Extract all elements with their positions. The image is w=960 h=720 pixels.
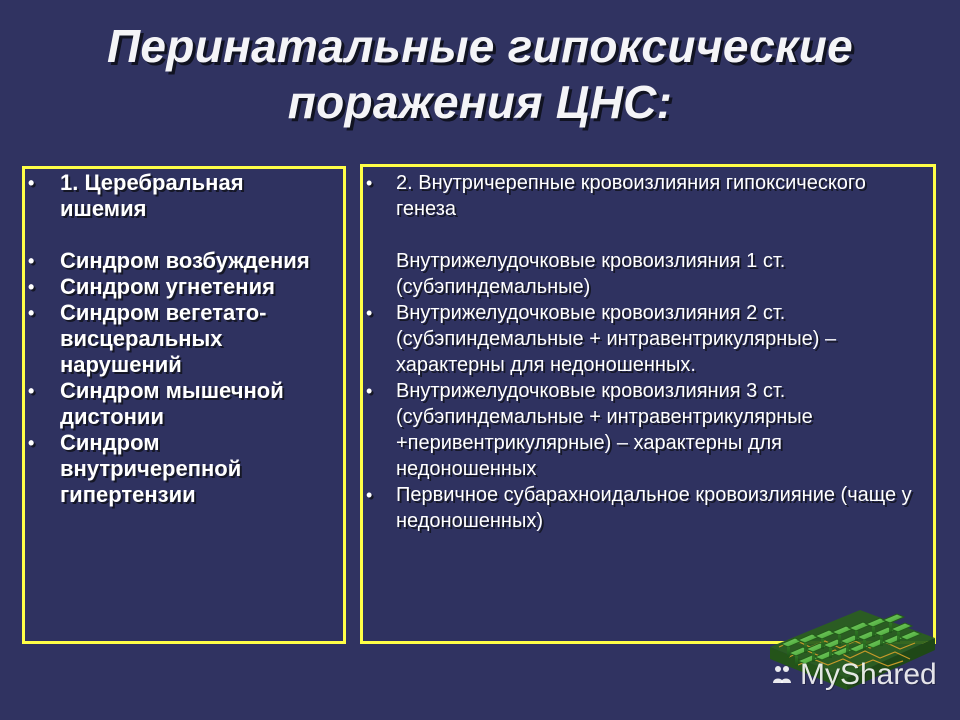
left-list-item (28, 170, 328, 222)
right-bullet-list (366, 170, 926, 534)
slide-title-line-1: Перинатальные гипоксические (106, 20, 854, 72)
left-list-item (28, 248, 328, 274)
bullet-icon: • (28, 251, 35, 271)
bullet-icon: • (28, 303, 35, 323)
bullet-icon: • (28, 277, 35, 297)
right-list-item-text: Внутрижелудочковые кровоизлияния 2 ст. (субэпиндемальные + интравентрикулярные) – характерны для недоношенных. (396, 302, 837, 376)
left-bullet-list (28, 170, 328, 508)
bullet-icon: • (366, 381, 373, 401)
right-list-item (366, 170, 926, 222)
right-list-item (366, 248, 926, 300)
left-list-item-text: Синдром мышечной дистонии (60, 378, 284, 429)
right-list-item-text: Внутрижелудочковые кровоизлияния 1 ст. (субэпиндемальные) (396, 250, 786, 298)
bullet-icon: • (28, 173, 35, 193)
bullet-icon: • (28, 381, 35, 401)
left-list-item (28, 300, 328, 378)
bullet-icon: • (28, 433, 35, 453)
list-spacer (366, 222, 926, 248)
left-list-item (28, 378, 328, 430)
list-spacer (28, 222, 328, 248)
left-list-item-text: Синдром вегетато-висцеральных нарушений (60, 300, 267, 377)
bullet-icon: • (366, 173, 373, 193)
left-list-item-text: Синдром угнетения (60, 274, 275, 299)
right-list-item-text: Внутрижелудочковые кровоизлияния 3 ст. (субэпиндемальные + интравентрикулярные +перивентрикулярные) – характерны для недоношенных (396, 380, 813, 480)
left-list-item-text: Синдром внутричерепной гипертензии (60, 430, 242, 507)
left-list-item (28, 430, 328, 508)
right-list-item (366, 300, 926, 378)
right-list-item (366, 482, 926, 534)
bullet-icon: • (366, 485, 373, 505)
right-list-item-text: Первичное субарахноидальное кровоизлияние (чаще у недоношенных) (396, 484, 912, 532)
slide-title (40, 18, 920, 130)
left-list-item-text: 1. Церебральная ишемия (60, 170, 244, 221)
bullet-icon: • (366, 303, 373, 323)
watermark-text: MyShared (800, 658, 937, 691)
slide-title-line-2: поражения ЦНС: (287, 76, 673, 128)
left-list-item (28, 274, 328, 300)
right-list-item-text: 2. Внутричерепные кровоизлияния гипоксического генеза (396, 172, 866, 220)
people-icon (770, 663, 794, 687)
right-list-item (366, 378, 926, 482)
left-list-item-text: Синдром возбуждения (60, 248, 310, 273)
watermark (770, 658, 940, 692)
